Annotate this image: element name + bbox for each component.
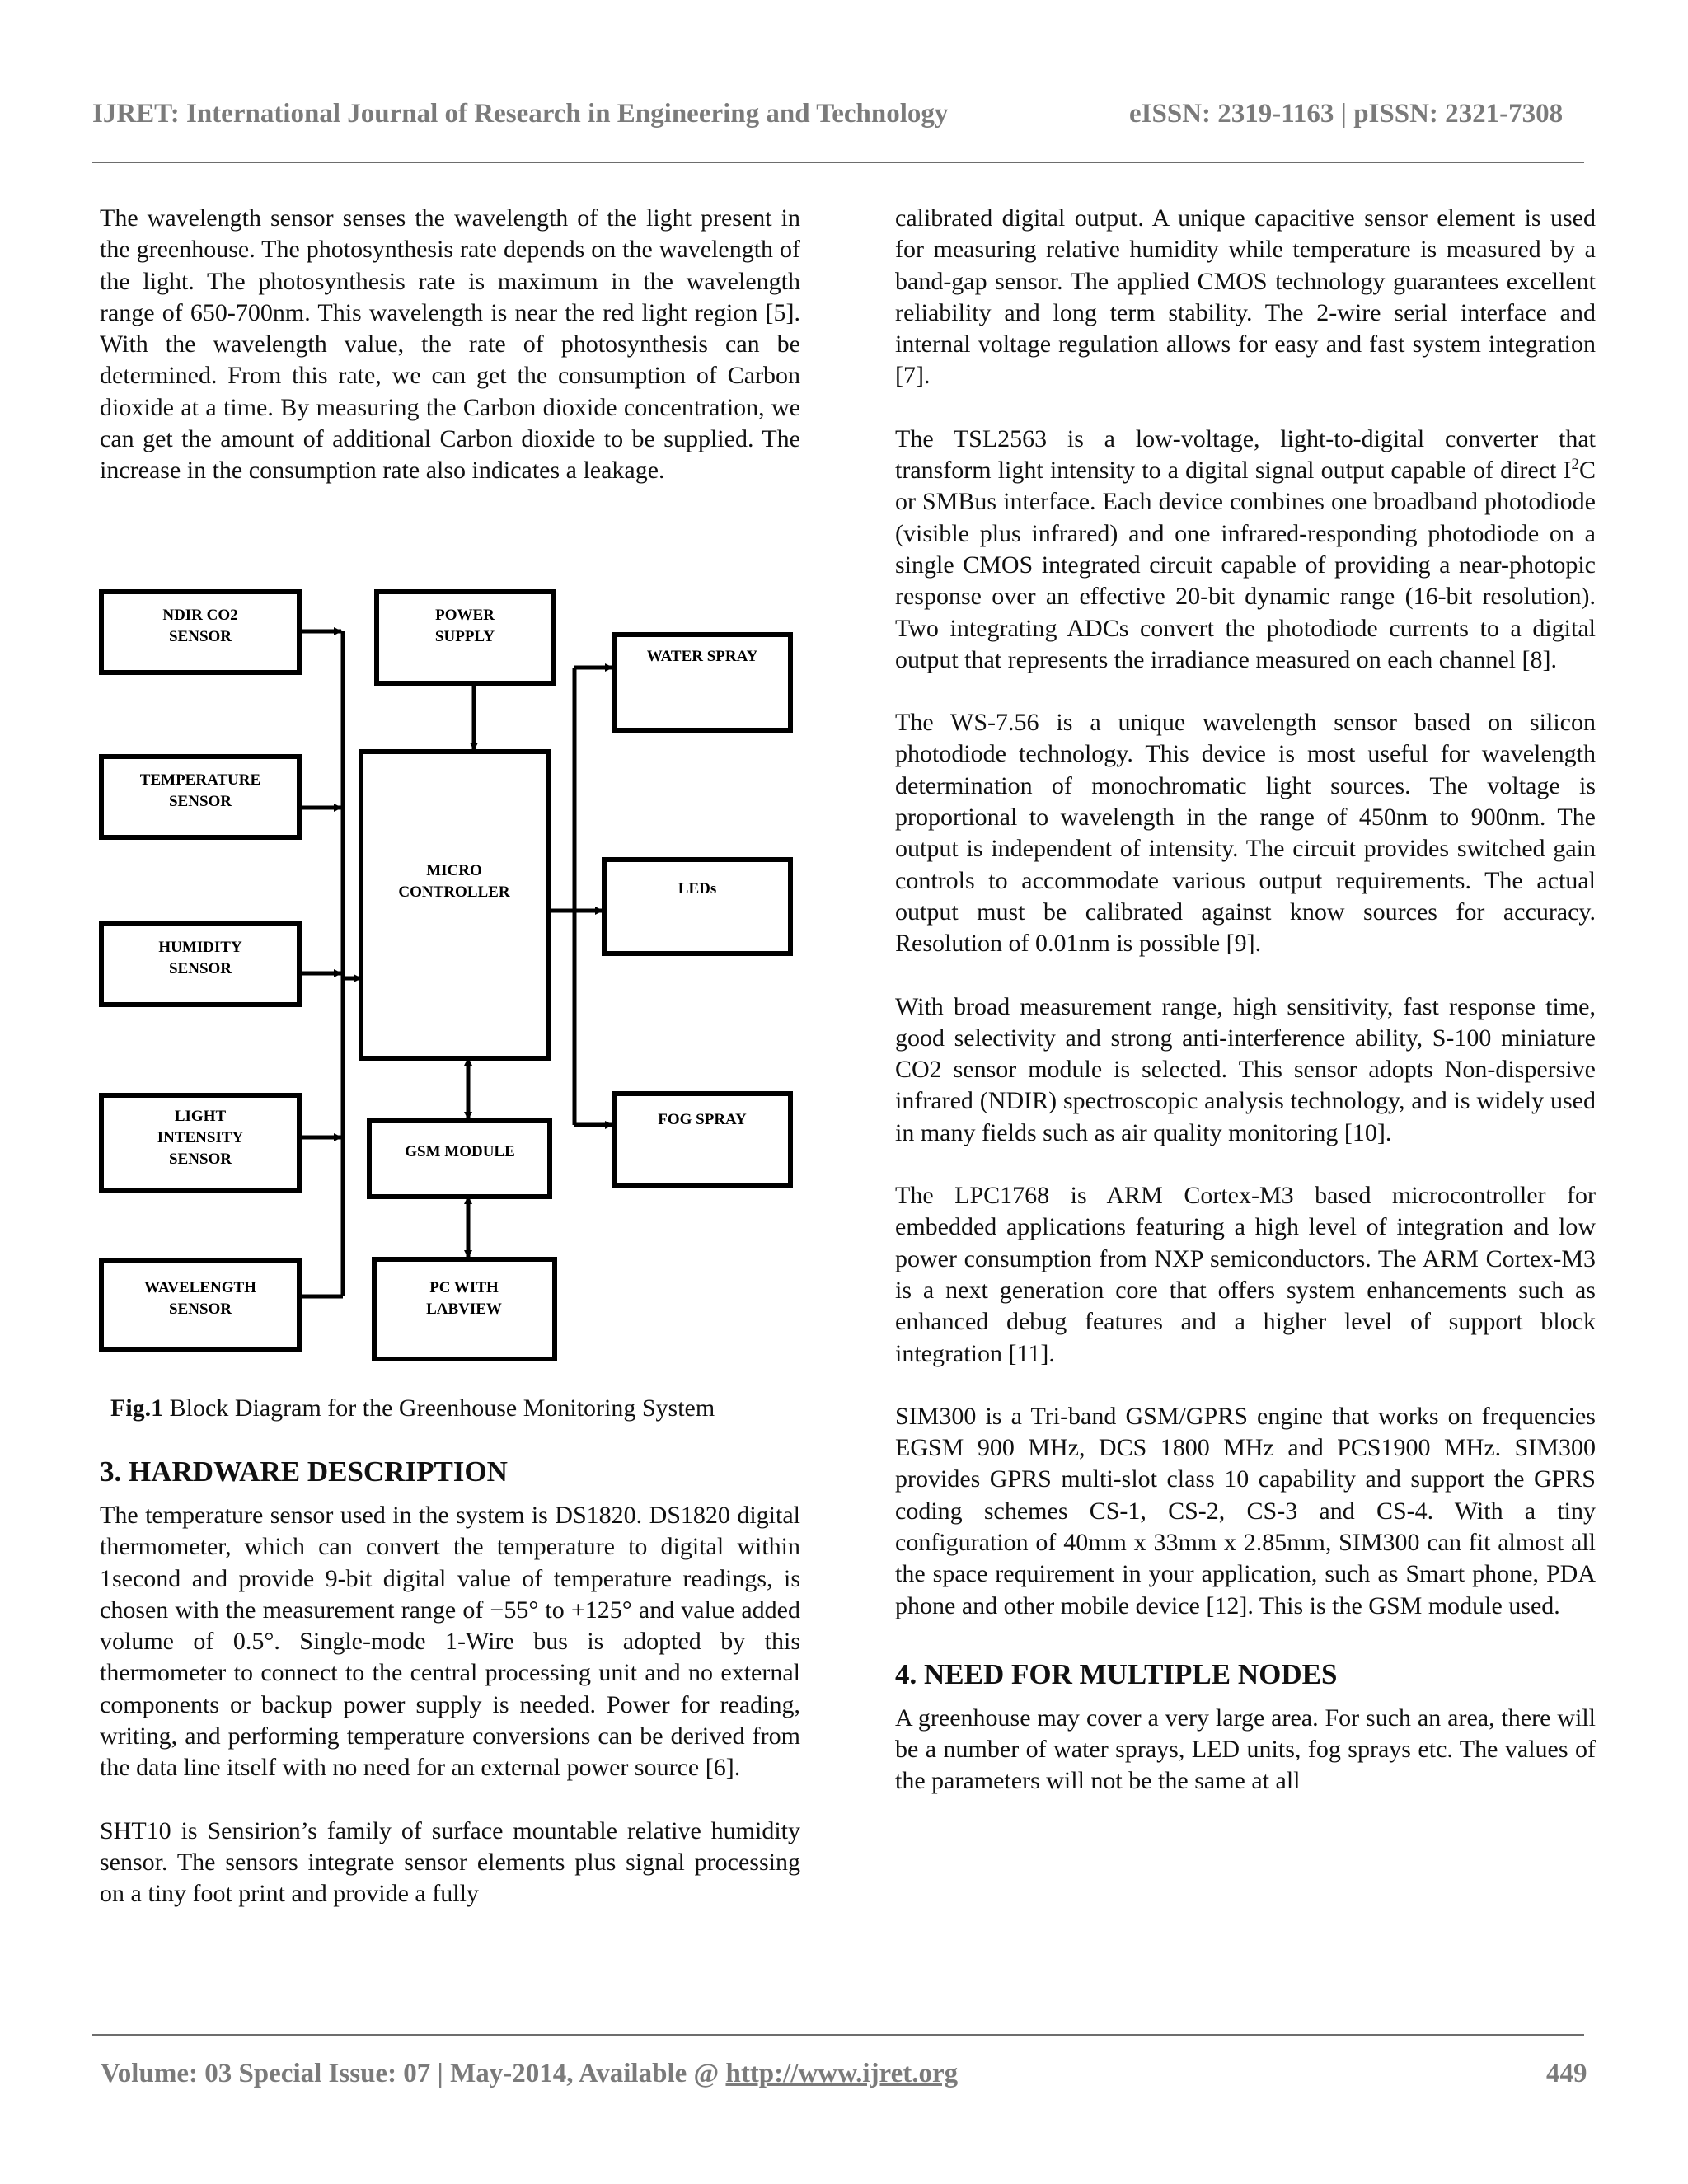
micro-label-2: CONTROLLER [398, 883, 510, 901]
wavelength-label-1: WAVELENGTH [144, 1279, 256, 1296]
humidity-label-1: HUMIDITY [158, 939, 242, 956]
temperature-label-2: SENSOR [168, 793, 232, 810]
leds-label: LEDs [678, 880, 717, 898]
tsl2563-paragraph [895, 424, 1596, 676]
figure-caption-text: Block Diagram for the Greenhouse Monitoring System [163, 1394, 715, 1422]
tsl2563-superscript: 2 [1571, 456, 1579, 474]
temperature-label-1: TEMPERATURE [139, 771, 261, 789]
micro-label-1: MICRO [426, 862, 482, 879]
humidity-sensor-block [101, 924, 299, 1005]
microcontroller-block [361, 752, 548, 1058]
water-spray-block [614, 635, 790, 730]
footer-divider [92, 2034, 1584, 2036]
sht10-continuation-paragraph: calibrated digital output. A unique capacitive sensor element is used for measuring relative humidity while temperature is measured by a band-gap sensor. The applied CMOS technology guarantees excellent reliability and long term stability. The 2-wire serial interface and internal voltage regulation allows for easy and fast system integration [7]. [895, 204, 1596, 390]
power-label-2: SUPPLY [434, 628, 495, 645]
power-label-1: POWER [435, 607, 495, 624]
wavelength-sensor-block [101, 1260, 299, 1349]
section-3-paragraph-1: The temperature sensor used in the system is DS1820. DS1820 digital thermometer, which can convert the temperature to digital within 1second and provide 9-bit digital value of temperature readings, is chosen with the measurement range of −55° to +125° and value added volume of 0.5°. Single-mode 1-Wire bus is adopted by this thermometer to connect to the central processing unit and no external components or backup power supply is needed. Power for reading, writing, and performing temperature conversions can be derived from the data line itself with no need for an external power source [6]. [100, 1502, 800, 1782]
figure-label: Fig.1 [110, 1394, 164, 1422]
co2-sensor-paragraph: With broad measurement range, high sensitivity, fast response time, good selectivity and strong anti-interference ability, S-100 miniature CO2 sensor module is selected. This sensor adopts Non-dispersive infrared (NDIR) spectroscopic analysis technology, and is widely used in many fields such as air quality monitoring [10]. [895, 992, 1596, 1146]
pc-label-2: LABVIEW [426, 1301, 502, 1318]
section-3-heading: 3. HARDWARE DESCRIPTION [100, 1455, 508, 1488]
section-3-paragraph-2: SHT10 is Sensirion’s family of surface mountable relative humidity sensor. The sensors integrate sensor elements plus signal processing on a tiny foot print and provide a fully [100, 1816, 800, 1908]
water-spray-label: WATER SPRAY [646, 648, 758, 665]
intro-paragraph: The wavelength sensor senses the wavelength of the light present in the greenhouse. The photosynthesis rate depends on the wavelength of the light. The photosynthesis rate is maximum in the wavelength range of 650-700nm. This wavelength is near the red light region [5]. With the wavelength value, the rate of photosynthesis can be determined. From this rate, we can get the consumption of Carbon dioxide at a time. By measuring the Carbon dioxide concentration, we can get the amount of additional Carbon dioxide to be supplied. The increase in the consumption rate also indicates a leakage. [100, 204, 800, 485]
tsl2563-text-a: The TSL2563 is a low-voltage, light-to-digital converter that transform light intensity to a digital signal output capable of direct I [895, 424, 1596, 485]
ws756-paragraph: The WS-7.56 is a unique wavelength sensor based on silicon photodiode technology. This device is most useful for wavelength determination of monochromatic light sources. The voltage is proportional to wavelength in the range of 450nm to 900nm. The output is independent of intensity. The circuit provides switched gain controls to accommodate various output requirements. The actual output must be calibrated against know sources for accuracy. Resolution of 0.01nm is possible [9]. [895, 709, 1596, 958]
ndir-co2-label-2: SENSOR [168, 628, 232, 645]
section-4-heading: 4. NEED FOR MULTIPLE NODES [895, 1657, 1338, 1690]
pc-labview-block [374, 1259, 555, 1359]
page-number: 449 [1546, 2059, 1587, 2088]
left-column-bottom [100, 1454, 800, 1910]
wavelength-label-2: SENSOR [168, 1301, 232, 1318]
right-column [895, 203, 1596, 1797]
light-label-2: INTENSITY [157, 1129, 244, 1146]
sim300-paragraph: SIM300 is a Tri-band GSM/GPRS engine that works on frequencies EGSM 900 MHz, DCS 1800 MHz and PCS1900 MHz. SIM300 provides GPRS multi-slot class 10 capability and support the GPRS coding schemes CS-1, CS-2, CS-3 and CS-4. With a tiny configuration of 40mm x 33mm x 2.85mm, SIM300 can fit almost all the space requirement in your application, such as Smart phone, PDA phone and other mobile device [12]. This is the GSM module used. [895, 1402, 1596, 1619]
ndir-co2-sensor-block [101, 592, 299, 673]
tsl2563-text-b: C or SMBus interface. Each device combines one broadband photodiode (visible plus infrared) and one infrared-responding photodiode on a single CMOS integrated circuit capable of providing a near-photopic response over an effective 20-bit dynamic range (16-bit resolution). Two integrating ADCs convert the photodiode currents to a digital output that represents the irradiance measured on each channel [8]. [895, 457, 1596, 673]
issn-line: eISSN: 2319-1163 | pISSN: 2321-7308 [1129, 99, 1564, 129]
fog-spray-label: FOG SPRAY [658, 1111, 747, 1128]
ndir-co2-label-1: NDIR CO2 [162, 607, 238, 624]
block-diagram [82, 577, 808, 1368]
gsm-module-block [369, 1121, 550, 1197]
header-divider [92, 162, 1584, 163]
lpc1768-paragraph: The LPC1768 is ARM Cortex-M3 based microcontroller for embedded applications featuring a high level of integration and low power consumption from NXP semiconductors. The ARM Cortex-M3 is a next generation core that offers system enhancements such as enhanced debug features and a higher level of support block integration [11]. [895, 1182, 1596, 1367]
leds-block [604, 860, 790, 954]
footer-volume [101, 2059, 958, 2089]
light-intensity-sensor-block [101, 1095, 299, 1190]
light-label-3: SENSOR [168, 1151, 232, 1168]
left-column-top [100, 203, 800, 487]
fog-spray-block [614, 1094, 790, 1185]
temperature-sensor-block [101, 757, 299, 837]
figure-caption [110, 1394, 715, 1422]
humidity-label-2: SENSOR [168, 960, 232, 977]
power-supply-block [377, 592, 554, 683]
footer-volume-text: Volume: 03 Special Issue: 07 | May-2014, Available @ [101, 2059, 726, 2088]
gsm-label: GSM MODULE [405, 1143, 515, 1160]
pc-label-1: PC WITH [429, 1279, 499, 1296]
light-label-1: LIGHT [174, 1108, 227, 1125]
section-4-paragraph: A greenhouse may cover a very large area. For such an area, there will be a number of water sprays, LED units, fog sprays etc. The values of the parameters will not be the same at all [895, 1704, 1596, 1795]
journal-title: IJRET: International Journal of Research in Engineering and Technology [92, 99, 949, 129]
footer-url-link[interactable]: http://www.ijret.org [725, 2059, 959, 2088]
